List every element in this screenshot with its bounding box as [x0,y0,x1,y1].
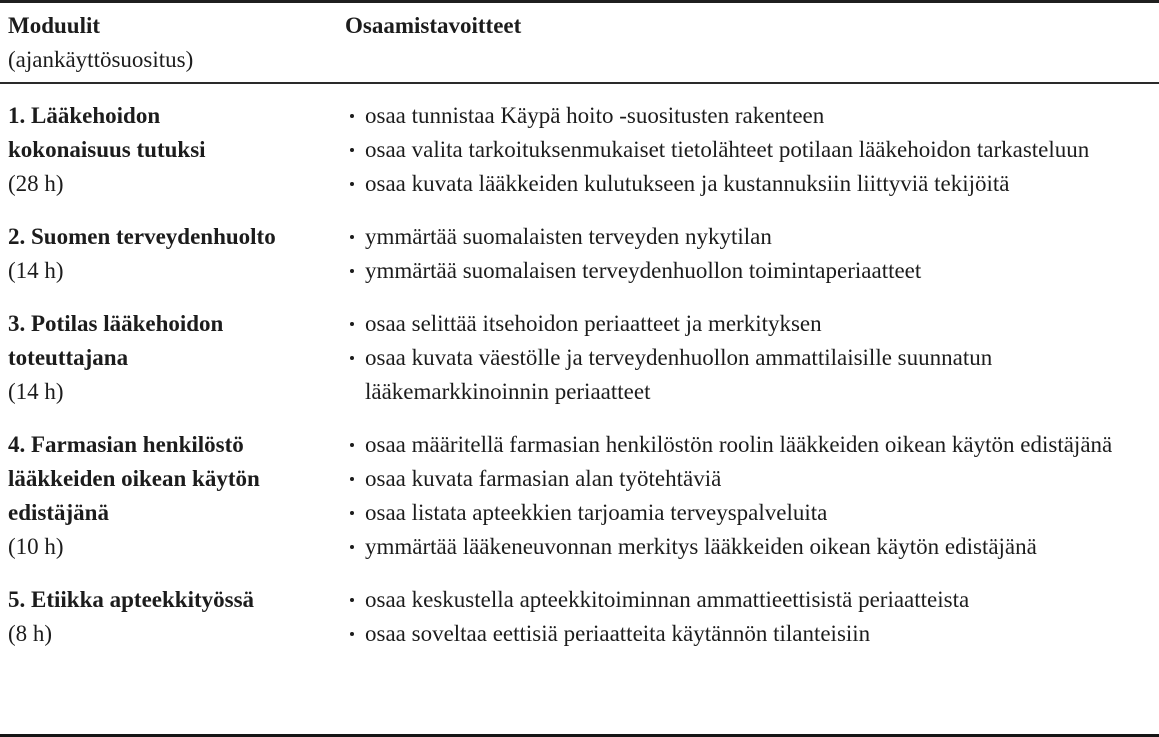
module-title-line: kokonaisuus tutuksi [8,137,206,162]
header-cell-modules [8,9,345,77]
objective-item: osaa kuvata farmasian alan työtehtäviä [365,462,1149,496]
module-hours: (28 h) [8,171,64,196]
objective-item: osaa kuvata väestölle ja terveydenhuollon ammattilaisille suunnatun lääkemarkkinoinnin periaatteet [365,341,1149,409]
table-row [8,428,1149,564]
objective-item: ymmärtää lääkeneuvonnan merkitys lääkkeiden oikean käytön edistäjänä [365,530,1149,564]
table-header-row [0,3,1159,84]
objectives-list [345,220,1149,288]
objective-item: osaa tunnistaa Käypä hoito -suositusten rakenteen [365,99,1149,133]
objective-item: ymmärtää suomalaisen terveydenhuollon toimintaperiaatteet [365,254,1149,288]
module-title [8,220,335,254]
table-row [8,220,1149,288]
module-title-line: toteuttajana [8,345,129,370]
module-title-line: 1. Lääkehoidon [8,103,161,128]
objective-item: osaa selittää itsehoidon periaatteet ja merkityksen [365,307,1149,341]
objective-item: osaa kuvata lääkkeiden kulutukseen ja kustannuksiin liittyviä tekijöitä [365,167,1149,201]
module-cell [8,220,345,288]
modules-column-subtitle: (ajankäyttösuositus) [8,47,194,72]
objectives-cell [345,428,1149,564]
header-cell-objectives [345,9,1149,77]
objective-item: osaa valita tarkoituksenmukaiset tietolähteet potilaan lääkehoidon tarkasteluun [365,133,1149,167]
objective-item: osaa soveltaa eettisiä periaatteita käytännön tilanteisiin [365,617,1149,651]
module-cell [8,428,345,564]
objectives-cell [345,99,1149,201]
objectives-list [345,428,1149,564]
module-title [8,428,335,530]
module-title-line: 2. Suomen terveydenhuolto [8,224,276,249]
module-title-line: edistäjänä [8,500,109,525]
module-title-line: lääkkeiden oikean käytön [8,466,260,491]
objectives-column-title: Osaamistavoitteet [345,13,522,38]
module-title [8,583,335,617]
module-hours: (14 h) [8,379,64,404]
objectives-list [345,583,1149,651]
objectives-list [345,99,1149,201]
module-cell [8,99,345,201]
module-title [8,99,335,167]
table-row [8,99,1149,201]
objectives-list [345,307,1149,409]
objective-item: ymmärtää suomalaisten terveyden nykytilan [365,220,1149,254]
module-title-line: 5. Etiikka apteekkityössä [8,587,255,612]
module-cell [8,583,345,651]
table-row [8,307,1149,409]
table-body [0,84,1159,659]
objective-item: osaa määritellä farmasian henkilöstön roolin lääkkeiden oikean käytön edistäjänä [365,428,1149,462]
objectives-cell [345,307,1149,409]
module-hours: (8 h) [8,621,53,646]
objectives-cell [345,220,1149,288]
modules-column-title: Moduulit [8,13,101,38]
module-title-line: 3. Potilas lääkehoidon [8,311,224,336]
table-row [8,583,1149,651]
objective-item: osaa listata apteekkien tarjoamia terveyspalveluita [365,496,1149,530]
module-cell [8,307,345,409]
objective-item: osaa keskustella apteekkitoiminnan ammattieettisistä periaatteista [365,583,1149,617]
objectives-cell [345,583,1149,651]
module-title-line: 4. Farmasian henkilöstö [8,432,244,457]
module-hours: (14 h) [8,258,64,283]
module-hours: (10 h) [8,534,64,559]
module-title [8,307,335,375]
